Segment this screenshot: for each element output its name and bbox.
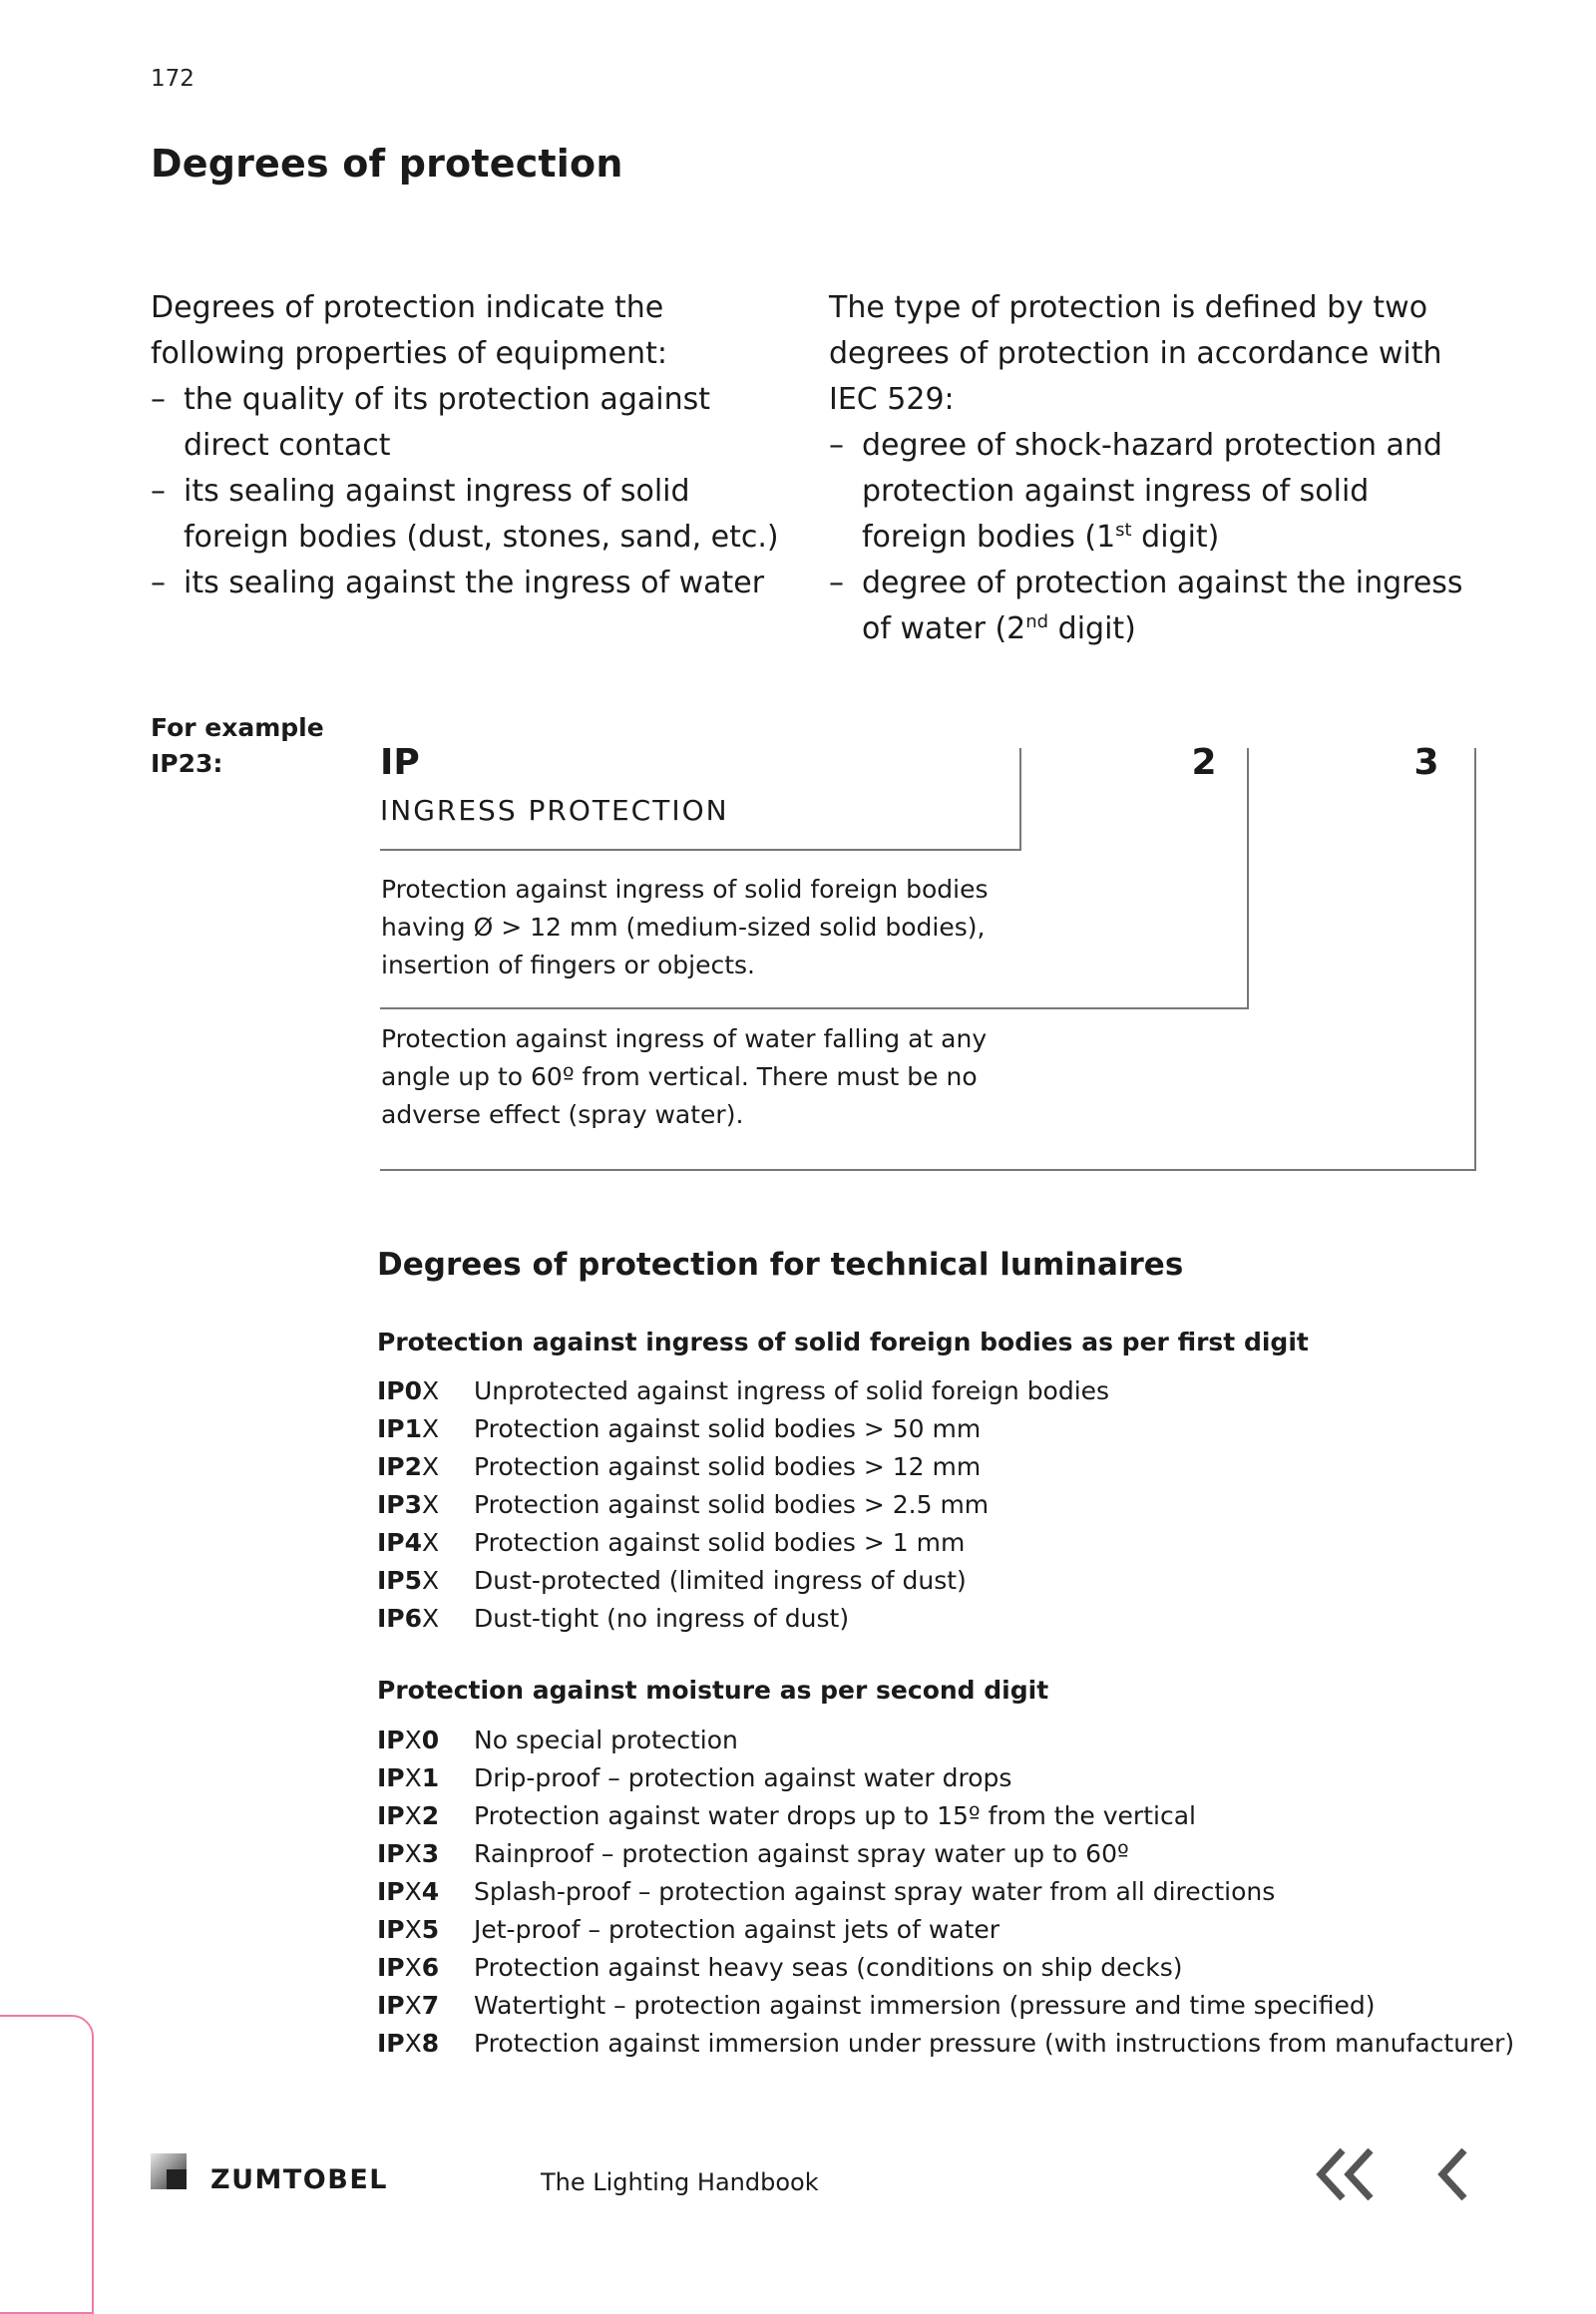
bullet-text: degree of protection against the ingress of water (2 bbox=[862, 566, 1463, 646]
intro-right-lead: The type of protection is defined by two degrees of protection in accordance with IEC 529: bbox=[829, 290, 1442, 417]
moisture-list bbox=[377, 1722, 1515, 2063]
example-label-code: IP23: bbox=[151, 749, 223, 778]
bookmark-tab[interactable] bbox=[0, 2015, 94, 2314]
table-row bbox=[377, 1448, 1474, 1486]
ip-code: IP5X bbox=[377, 1566, 440, 1595]
ip-code-description: Unprotected against ingress of solid foreign bodies bbox=[474, 1376, 1110, 1405]
page-number: 172 bbox=[151, 66, 195, 92]
ip-code-description: Protection against solid bodies > 50 mm bbox=[474, 1414, 982, 1443]
footer-book-title: The Lighting Handbook bbox=[541, 2168, 819, 2196]
ip-code-description: No special protection bbox=[474, 1726, 738, 1754]
ip-first-digit: 2 bbox=[1191, 742, 1217, 783]
list-item bbox=[829, 423, 1467, 561]
second-digit-description: Protection against ingress of water falling at any angle up to 60º from vertical. There must be no adverse effect (spray water). bbox=[381, 1024, 988, 1129]
first-digit-description: Protection against ingress of solid foreign bodies having Ø > 12 mm (medium-sized solid bodies), insertion of fingers or objects. bbox=[381, 875, 989, 979]
ip-letters: IP bbox=[380, 742, 420, 783]
table-row bbox=[377, 1372, 1474, 1410]
diagram-rule bbox=[1019, 748, 1021, 851]
ip-code: IP2X bbox=[377, 1452, 440, 1481]
section-title: Degrees of protection for technical luminaires bbox=[377, 1247, 1184, 1283]
solid-bodies-list bbox=[377, 1372, 1474, 1638]
table-row bbox=[377, 1410, 1474, 1448]
ip-code: IPX8 bbox=[377, 2029, 440, 2058]
list-item: – its sealing against the ingress of water bbox=[151, 561, 789, 606]
example-label-line: For example bbox=[151, 713, 324, 742]
double-chevron-left-icon[interactable] bbox=[1315, 2144, 1377, 2204]
table-row bbox=[377, 1524, 1474, 1562]
list-item: – the quality of its protection against direct contact bbox=[151, 377, 789, 469]
ip-code-description: Protection against immersion under pressure (with instructions from manufacturer) bbox=[474, 2029, 1515, 2058]
list-item: – its sealing against ingress of solid foreign bodies (dust, stones, sand, etc.) bbox=[151, 469, 789, 561]
ip-code: IPX2 bbox=[377, 1801, 440, 1830]
ip-code: IPX4 bbox=[377, 1877, 440, 1906]
ip-code: IP3X bbox=[377, 1490, 440, 1519]
ip-code-description: Dust-tight (no ingress of dust) bbox=[474, 1604, 850, 1633]
ip-code-description: Drip-proof – protection against water drops bbox=[474, 1763, 1012, 1792]
ip-code: IPX6 bbox=[377, 1953, 440, 1982]
intro-right-column bbox=[829, 285, 1467, 652]
ip-code: IPX7 bbox=[377, 1991, 440, 2020]
solid-bodies-heading: Protection against ingress of solid foreign bodies as per first digit bbox=[377, 1328, 1309, 1356]
moisture-heading: Protection against moisture as per second digit bbox=[377, 1676, 1049, 1705]
ip-code: IPX1 bbox=[377, 1763, 440, 1792]
ip-code-description: Protection against solid bodies > 12 mm bbox=[474, 1452, 982, 1481]
bullet-text: degree of shock-hazard protection and protection against ingress of solid foreign bodies (1 bbox=[862, 428, 1442, 555]
intro-left-column bbox=[151, 285, 789, 606]
ip-code-description: Splash-proof – protection against spray water from all directions bbox=[474, 1877, 1276, 1906]
chevron-left-icon[interactable] bbox=[1434, 2144, 1474, 2204]
table-row bbox=[377, 1949, 1474, 1987]
ip-code-description: Protection against solid bodies > 1 mm bbox=[474, 1528, 966, 1557]
ip-code: IPX0 bbox=[377, 1726, 440, 1754]
ip-code: IPX5 bbox=[377, 1915, 440, 1944]
ip-code-description: Watertight – protection against immersion (pressure and time specified) bbox=[474, 1991, 1376, 2020]
ip-code: IP1X bbox=[377, 1414, 440, 1443]
ip-code-description: Protection against heavy seas (conditions on ship decks) bbox=[474, 1953, 1183, 1982]
diagram-rule bbox=[380, 849, 1021, 851]
table-row bbox=[377, 1722, 1474, 1759]
ip-code-description: Dust-protected (limited ingress of dust) bbox=[474, 1566, 967, 1595]
ip-caption: INGRESS PROTECTION bbox=[380, 794, 729, 827]
bullet-text: digit) bbox=[1131, 520, 1220, 555]
table-row bbox=[377, 1987, 1474, 2025]
ip-code: IP4X bbox=[377, 1528, 440, 1557]
ip-code-description: Jet-proof – protection against jets of water bbox=[474, 1915, 1000, 1944]
table-row bbox=[377, 1600, 1474, 1638]
ip-code: IP0X bbox=[377, 1376, 440, 1405]
ordinal-suffix: nd bbox=[1025, 611, 1049, 632]
ip-second-digit: 3 bbox=[1413, 742, 1439, 783]
list-item bbox=[829, 561, 1467, 652]
intro-left-list bbox=[151, 377, 789, 606]
example-label bbox=[151, 710, 324, 782]
ip-code-description: Protection against water drops up to 15º from the vertical bbox=[474, 1801, 1196, 1830]
ordinal-suffix: st bbox=[1115, 520, 1132, 541]
table-row bbox=[377, 1873, 1474, 1911]
diagram-rule bbox=[1247, 748, 1249, 1009]
table-row bbox=[377, 1759, 1474, 1797]
table-row bbox=[377, 1911, 1474, 1949]
brand-name: ZUMTOBEL bbox=[210, 2164, 388, 2195]
ip-code: IP6X bbox=[377, 1604, 440, 1633]
diagram-rule bbox=[380, 1007, 1249, 1009]
bullet-text: digit) bbox=[1048, 611, 1136, 646]
ip-code: IPX3 bbox=[377, 1839, 440, 1868]
table-row bbox=[377, 1486, 1474, 1524]
table-row bbox=[377, 1835, 1474, 1873]
page-title: Degrees of protection bbox=[151, 142, 623, 186]
ip-code-description: Rainproof – protection against spray water up to 60º bbox=[474, 1839, 1129, 1868]
zumtobel-logo-icon bbox=[151, 2153, 187, 2189]
table-row bbox=[377, 1797, 1474, 1835]
ip-code-description: Protection against solid bodies > 2.5 mm bbox=[474, 1490, 990, 1519]
diagram-rule bbox=[1474, 748, 1476, 1171]
diagram-rule bbox=[380, 1169, 1476, 1171]
table-row bbox=[377, 2025, 1515, 2063]
intro-right-list bbox=[829, 423, 1467, 652]
intro-left-lead: Degrees of protection indicate the following properties of equipment: bbox=[151, 290, 667, 371]
table-row bbox=[377, 1562, 1474, 1600]
